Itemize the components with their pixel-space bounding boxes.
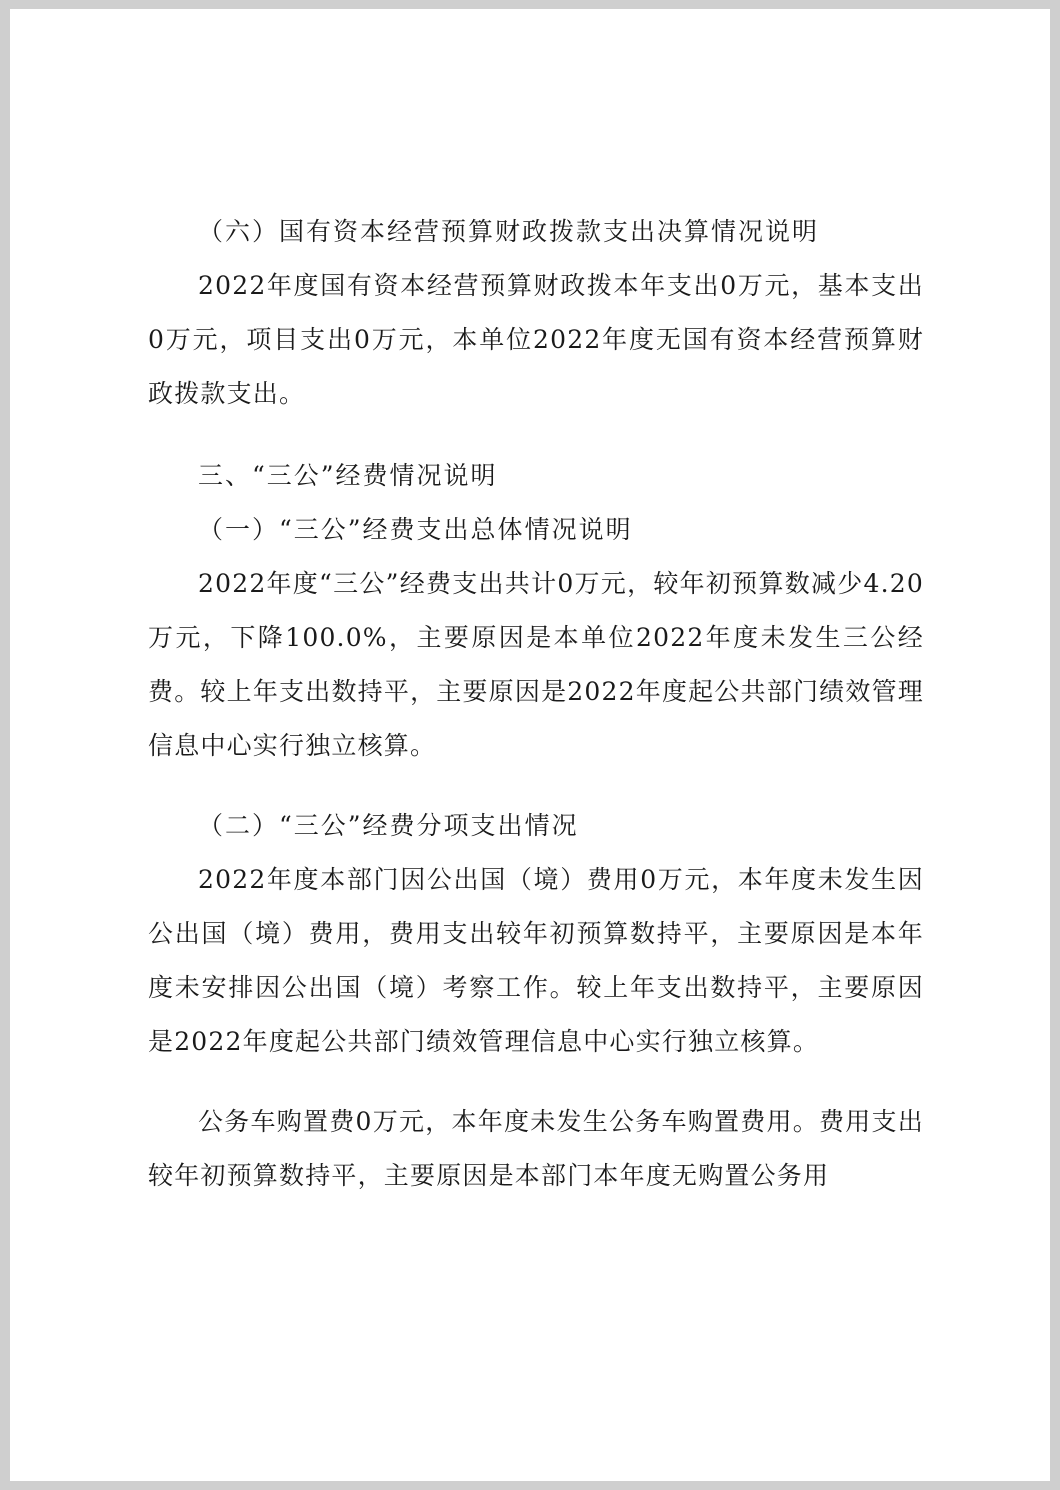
- vehicle-purchase-paragraph: 公务车购置费0万元，本年度未发生公务车购置费用。费用支出较年初预算数持平，主要原因是本部门本年度无购置公务用: [148, 1107, 924, 1190]
- section-six-paragraph: 2022年度国有资本经营预算财政拨本年支出0万元，基本支出0万元，项目支出0万元，本单位2022年度无国有资本经营预算财政拨款支出。: [148, 271, 924, 408]
- subsection-one-heading: （一）“三公”经费支出总体情况说明: [198, 515, 633, 544]
- document-body: [148, 205, 924, 1203]
- subsection-one-paragraph: 2022年度“三公”经费支出共计0万元，较年初预算数减少4.20万元，下降100.0%，主要原因是本单位2022年度未发生三公经费。较上年支出数持平，主要原因是2022年度起公共部门绩效管理信息中心实行独立核算。: [148, 569, 924, 760]
- part-three-heading: 三、“三公”经费情况说明: [198, 461, 498, 490]
- section-six-heading: （六）国有资本经营预算财政拨款支出决算情况说明: [198, 217, 820, 246]
- subsection-two-paragraph: 2022年度本部门因公出国（境）费用0万元，本年度未发生因公出国（境）费用，费用支出较年初预算数持平，主要原因是本年度未安排因公出国（境）考察工作。较上年支出数持平，主要原因是2022年度起公共部门绩效管理信息中心实行独立核算。: [148, 865, 924, 1056]
- subsection-two-heading: （二）“三公”经费分项支出情况: [198, 811, 579, 840]
- document-page: [10, 9, 1050, 1481]
